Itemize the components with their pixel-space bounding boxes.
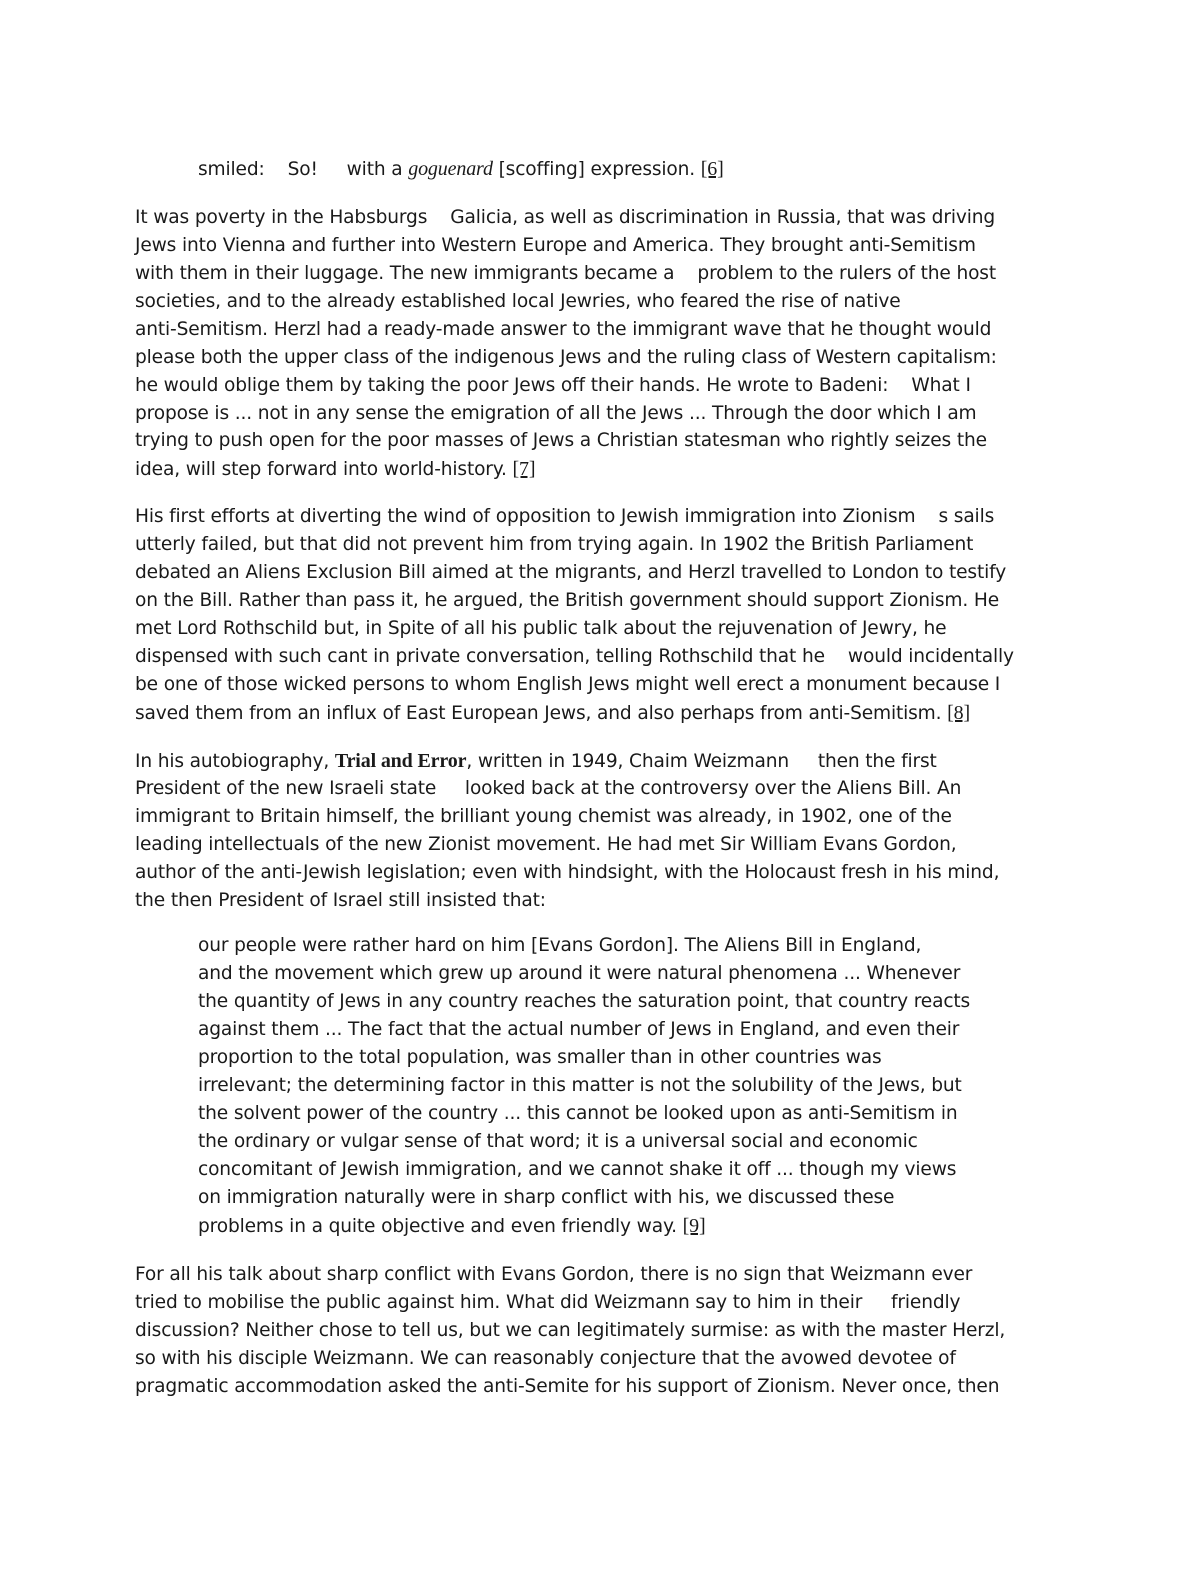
text-line xyxy=(135,316,991,344)
text-run: author of the anti-Jewish legislation; even with hindsight, with the Holocaust fresh in his mind, xyxy=(135,862,1000,883)
text-run: on the Bill. Rather than pass it, he argued, the British government should support Zionism. He xyxy=(135,590,1000,611)
text-line xyxy=(135,1289,960,1317)
text-run: against them ... The fact that the actual number of Jews in England, and even their xyxy=(198,1019,960,1040)
text-line xyxy=(135,587,999,615)
text-line xyxy=(198,988,970,1016)
text-run: anti-Semitism. Herzl had a ready-made answer to the immigrant wave that he thought would xyxy=(135,319,992,340)
text-run: pragmatic accommodation asked the anti-Semite for his support of Zionism. Never once, then xyxy=(135,1376,1000,1397)
text-line xyxy=(135,232,976,260)
text-run: leading intellectuals of the new Zionist movement. He had met Sir William Evans Gordon, xyxy=(135,834,957,855)
text-line xyxy=(135,559,1006,587)
text-line xyxy=(198,1044,882,1072)
text-line xyxy=(135,400,977,428)
text-run: so with his disciple Weizmann. We can reasonably conjecture that the avowed devotee of xyxy=(135,1348,956,1369)
text-run: dispensed with such cant in private conversation, telling Rothschild that he would incidentally xyxy=(135,646,1014,667)
text-run: idea, will step forward into world-history. xyxy=(135,459,513,480)
text-run: trying to push open for the poor masses of Jews a Christian statesman who rightly seizes the xyxy=(135,430,987,451)
text-run: with them in their luggage. The new immigrants became a problem to the rulers of the host xyxy=(135,263,996,284)
text-line xyxy=(135,344,997,372)
text-run: on immigration naturally were in sharp conflict with his, we discussed these xyxy=(198,1187,895,1208)
text-run: utterly failed, but that did not prevent him from trying again. In 1902 the British Parliament xyxy=(135,534,974,555)
footnote-9-link[interactable]: [9] xyxy=(682,1215,706,1237)
text-line xyxy=(135,372,971,400)
text-run: the quantity of Jews in any country reaches the saturation point, that country reacts xyxy=(198,991,971,1012)
text-line xyxy=(135,831,956,859)
text-run: the solvent power of the country ... this cannot be looked upon as anti-Semitism in xyxy=(198,1103,958,1124)
text-line xyxy=(135,1317,1005,1345)
text-run: saved them from an influx of East European Jews, and also perhaps from anti-Semitism. xyxy=(135,703,948,724)
text-run: [scoffing] expression. xyxy=(492,159,701,180)
text-run: It was poverty in the Habsburgs Galicia, as well as discrimination in Russia, that was driving xyxy=(135,207,996,228)
text-run: discussion? Neither chose to tell us, but we can legitimately surmise: as with the master Herzl, xyxy=(135,1320,1006,1341)
text-run: irrelevant; the determining factor in this matter is not the solubility of the Jews, but xyxy=(198,1075,962,1096)
text-run: and the movement which grew up around it were natural phenomena ... Whenever xyxy=(198,963,961,984)
footnote-6-link[interactable]: [6] xyxy=(700,158,724,180)
text-line xyxy=(135,1373,999,1401)
text-line xyxy=(198,1016,959,1044)
text-run: the ordinary or vulgar sense of that word; it is a universal social and economic xyxy=(198,1131,918,1152)
text-line xyxy=(198,1128,918,1156)
text-run: In his autobiography, xyxy=(135,751,335,772)
text-run: For all his talk about sharp conflict with Evans Gordon, there is no sign that Weizmann ever xyxy=(135,1264,973,1285)
text-run: please both the upper class of the indigenous Jews and the ruling class of Western capitalism: xyxy=(135,347,997,368)
text-line xyxy=(135,699,970,728)
text-run: be one of those wicked persons to whom English Jews might well erect a monument because I xyxy=(135,674,1001,695)
text-line xyxy=(135,887,546,915)
text-line xyxy=(135,803,952,831)
text-run: immigrant to Britain himself, the brilliant young chemist was already, in 1902, one of the xyxy=(135,806,952,827)
book-title: Trial and Error xyxy=(334,750,467,772)
text-run: tried to mobilise the public against him. What did Weizmann say to him in their friendly xyxy=(135,1292,961,1313)
italic-term: goguenard xyxy=(408,158,493,180)
text-line xyxy=(198,1212,706,1241)
text-run: problems in a quite objective and even friendly way. xyxy=(198,1216,683,1237)
text-run: His first efforts at diverting the wind of opposition to Jewish immigration into Zionism s sails xyxy=(135,506,995,527)
text-line xyxy=(198,1184,894,1212)
text-line xyxy=(135,288,901,316)
text-line xyxy=(135,775,961,803)
text-line xyxy=(198,1156,956,1184)
text-run: proportion to the total population, was smaller than in other countries was xyxy=(198,1047,882,1068)
text-line xyxy=(198,1072,962,1100)
text-line xyxy=(135,747,937,776)
text-run: smiled: So! with a xyxy=(198,159,409,180)
text-line xyxy=(198,155,724,184)
text-line xyxy=(135,671,1000,699)
text-line xyxy=(135,204,995,232)
text-run: Jews into Vienna and further into Western Europe and America. They brought anti-Semitism xyxy=(135,235,976,256)
text-run: societies, and to the already established local Jewries, who feared the rise of native xyxy=(135,291,901,312)
text-run: met Lord Rothschild but, in Spite of all his public talk about the rejuvenation of Jewry, he xyxy=(135,618,947,639)
text-line xyxy=(135,859,999,887)
text-line xyxy=(135,643,1014,671)
text-run: propose is ... not in any sense the emigration of all the Jews ... Through the door which I am xyxy=(135,403,977,424)
text-run: the then President of Israel still insisted that: xyxy=(135,890,546,911)
text-line xyxy=(135,1345,956,1373)
text-run: concomitant of Jewish immigration, and we cannot shake it off ... though my views xyxy=(198,1159,957,1180)
text-line xyxy=(135,260,996,288)
text-line xyxy=(135,503,994,531)
footnote-8-link[interactable]: [8] xyxy=(947,702,971,724)
text-run: he would oblige them by taking the poor Jews off their hands. He wrote to Badeni: What I xyxy=(135,375,971,396)
text-line xyxy=(198,960,960,988)
text-line xyxy=(135,1261,972,1289)
text-run: our people were rather hard on him [Evans Gordon]. The Aliens Bill in England, xyxy=(198,935,922,956)
text-line xyxy=(198,932,921,960)
text-line xyxy=(198,1100,958,1128)
text-line xyxy=(135,427,987,455)
footnote-7-link[interactable]: [7] xyxy=(512,458,536,480)
text-run: , written in 1949, Chaim Weizmann then the first xyxy=(466,751,937,772)
text-line xyxy=(135,531,973,559)
text-line xyxy=(135,455,535,484)
text-line xyxy=(135,615,946,643)
text-run: debated an Aliens Exclusion Bill aimed at the migrants, and Herzl travelled to London to testify xyxy=(135,562,1007,583)
text-run: President of the new Israeli state looked back at the controversy over the Aliens Bill. An xyxy=(135,778,962,799)
